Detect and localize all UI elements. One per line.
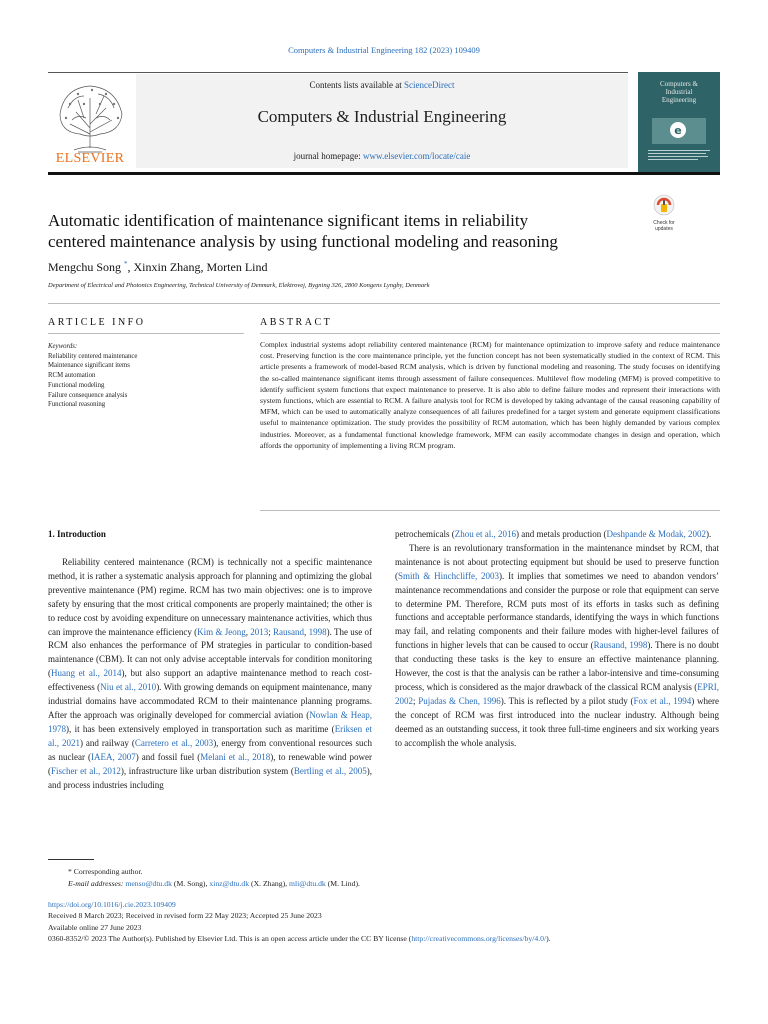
section-heading-introduction: 1. Introduction	[48, 529, 106, 539]
check-for-updates-badge[interactable]	[645, 194, 683, 230]
cover-title-line: Computers &	[660, 80, 698, 88]
article-info-heading: ARTICLE INFO	[48, 317, 146, 328]
header-top-rule	[48, 72, 628, 73]
citation-link[interactable]: Fox et al., 1994	[633, 695, 692, 706]
email-link[interactable]: xinz@dtu.dk	[209, 878, 250, 888]
citation-link[interactable]: IAEA, 2007	[91, 751, 136, 762]
license-suffix: ).	[546, 933, 551, 943]
keywords-block	[48, 342, 244, 410]
cover-title-line: Industrial	[665, 88, 693, 96]
email-link[interactable]: mli@dtu.dk	[289, 878, 326, 888]
received-dates: Received 8 March 2023; Received in revised form 22 May 2023; Accepted 25 June 2023	[48, 911, 322, 921]
check-updates-icon	[645, 194, 683, 216]
email-footnote	[48, 878, 720, 890]
corresponding-author-mark[interactable]: *	[124, 260, 128, 268]
email-owner: (M. Song),	[171, 878, 210, 888]
body-column-left	[48, 556, 372, 792]
keyword-item: Functional reasoning	[48, 401, 106, 409]
abstract-rule	[260, 333, 720, 334]
footnote-mark: *	[68, 867, 72, 876]
svg-text:e: e	[674, 124, 682, 137]
intro-paragraph-2: There is an revolutionary transformation in the maintenance mindset by RCM, that maintenance is not about protecting equipment but should be used to preserve function (Smith & Hinchcliffe, 2003). It implies that sometimes we need to abandon vendors’ maintenance recommendations and consider the purpose or role that equipment can serve to determine PM. Therefore, RCM puts most of its efforts in tasks such as defining functions and acceptable performance standards, identifying the ways in which functions may fail, and relating components and their failure modes with higher-level failures of functions in higher levels that can be caused to occur (Rausand, 1998). There is no doubt that conducting these tasks is the key to ensure an effective maintenance planning. However, the cost is that the analysis can be rather a labor-intensive and time-consuming process, which is considered as the major drawback of the classical RCM analysis (EPRI, 2002; Pujadas & Chen, 1996). This is reflected by a pilot study (Fox et al., 1994) where the concept of RCM was first introduced into the nuclear industry. Although being deemed as an outstanding success, it took three full-time engineers and six working years to accomplish the whole analysis.	[395, 542, 720, 748]
header-bottom-rule	[48, 172, 720, 175]
keyword-item: Failure consequence analysis	[48, 391, 128, 399]
journal-reference[interactable]: Computers & Industrial Engineering 182 (2023) 109409	[288, 45, 480, 55]
journal-homepage	[136, 151, 628, 161]
title-line: Automatic identification of maintenance significant items in reliability	[48, 211, 529, 230]
homepage-prefix: journal homepage:	[293, 151, 364, 161]
citation-link[interactable]: Zhou et al., 2016	[454, 529, 516, 539]
email-link[interactable]: menso@dtu.dk	[125, 878, 172, 888]
body-column-right	[395, 528, 719, 751]
cover-art	[638, 110, 720, 170]
intro-paragraph-1-continued: petrochemicals (Zhou et al., 2016) and metals production (Deshpande & Modak, 2002).	[395, 529, 712, 539]
title-line: centered maintenance analysis by using functional modeling and reasoning	[48, 232, 558, 251]
footnote-rule	[48, 859, 94, 860]
elsevier-wordmark: ELSEVIER	[55, 151, 125, 166]
article-title	[48, 210, 648, 252]
citation-link[interactable]: Huang et al., 2014	[51, 668, 122, 679]
citation-link[interactable]: Melani et al., 2018	[200, 751, 271, 762]
corresponding-footnote	[48, 866, 720, 878]
author-name[interactable]: Mengchu Song	[48, 260, 121, 274]
abstract-text: Complex industrial systems adopt reliability centered maintenance (RCM) for maintenance optimization to improve safety and reduce maintenance cost. Preserving function is the core maintenance principle, yet the function concept has not been systematically studied in the context of RCM. This article presents a framework of model-based RCM analysis, which is driven by functional modeling and reasoning. The study focuses on identifying the so-called maintenance significant items through assessment of failure consequences. Multilevel flow modeling (MFM) is proved competitive to identify sufficient system functions that expect maintenance to preserve. It is also able to define failure modes and represent their interactions with system functions, which are essential to RCM. A failure analysis tool for RCM is developed by taking advantage of the causal reasoning capability of MFM, which can be used to automatically analyze consequences of all failures predefined for a target system and generate equipment classifications useful to maintenance optimization. The study provides the possibility of RCM automation, which has been highly demanded by various complex industries. Moreover, as a fundamental functional knowledge framework, MFM can easily accommodate changes in design and operation, which affords the opportunity of implementing a living RCM program.	[260, 340, 720, 450]
keyword-item: RCM automation	[48, 372, 96, 380]
email-label: E-mail addresses:	[68, 878, 124, 888]
license-prefix: 0360-8352/© 2023 The Author(s). Published by Elsevier Ltd. This is an open access article under the CC BY license (	[48, 933, 412, 943]
journal-name: Computers & Industrial Engineering	[257, 107, 507, 126]
author-list	[48, 260, 268, 275]
author-name[interactable]: Morten Lind	[206, 260, 268, 274]
citation-link[interactable]: Eriksen et al., 2021	[48, 723, 372, 748]
abstract-heading: ABSTRACT	[260, 317, 333, 328]
citation-link[interactable]: Kim & Jeong	[197, 626, 246, 637]
keyword-item: Maintenance significant items	[48, 362, 130, 370]
homepage-link[interactable]: www.elsevier.com/locate/caie	[363, 151, 471, 161]
affiliation-rule	[48, 303, 720, 304]
contents-prefix: Contents lists available at	[309, 80, 404, 90]
citation-link[interactable]: 1998	[308, 626, 327, 637]
citation-link[interactable]: Deshpande & Modak, 2002	[606, 529, 706, 539]
check-updates-line: updates	[655, 225, 673, 232]
license-link[interactable]: http://creativecommons.org/licenses/by/4.0/	[411, 933, 547, 943]
citation-link[interactable]: Carretero et al., 2003	[134, 737, 214, 748]
sciencedirect-link[interactable]: ScienceDirect	[404, 80, 455, 90]
cover-title-line: Engineering	[661, 96, 697, 104]
author-name[interactable]: Xinxin Zhang	[133, 260, 201, 274]
citation-link[interactable]: Fischer et al., 2012	[51, 765, 121, 776]
journal-cover-title	[638, 80, 720, 104]
article-metadata	[48, 899, 738, 944]
check-updates-line: Check for	[653, 220, 675, 226]
article-info-rule	[48, 333, 244, 334]
citation-link[interactable]: Niu et al., 2010	[100, 682, 157, 693]
available-online: Available online 27 June 2023	[48, 922, 142, 932]
keywords-label: Keywords:	[48, 343, 78, 350]
footnotes	[48, 866, 720, 889]
license-line	[48, 933, 738, 944]
citation-link[interactable]: Pujadas & Chen, 1996	[418, 695, 501, 706]
citation-link[interactable]: Rausand, 1998	[593, 640, 648, 651]
citation-link[interactable]: Rausand	[273, 626, 305, 637]
doi-link[interactable]: https://doi.org/10.1016/j.cie.2023.109409	[48, 900, 176, 909]
author-separator: ,	[127, 260, 134, 274]
keyword-item: Functional modeling	[48, 381, 105, 389]
intro-paragraph-1: Reliability centered maintenance (RCM) is technically not a specific maintenance method, it is rather a systematic analysis approach for planning and optimizing the global preventive maintenance (PM) regime. RCM has two main objectives: one is to improve safety by ensuring that the most critical components are properly maintained; the other is to reduce cost by avoiding expenditure on unnecessary maintenance activities, which thus can improve the maintenance efficiency (Kim & Jeong, 2013; Rausand, 1998). The use of RCM also enhances the performance of PM strategies in particular to condition-based maintenance (CBM). It can not only advise acceptable intervals for condition monitoring (Huang et al., 2014), but also support an adaptive maintenance method to reach cost-effectiveness (Niu et al., 2010). With growing demands on equipment maintenance, many industrial domains have accommodated RCM to their maintenance planning programs. After the approach was originally developed for commercial aviation (Nowlan & Heap, 1978), it has been extensively employed in transportation such as maritime (Eriksen et al., 2021) and railway (Carretero et al., 2003), energy from conventional resources such as nuclear (IAEA, 2007) and fossil fuel (Melani et al., 2018), to renewable wind power (Fischer et al., 2012), infrastructure like urban distribution system (Bertling et al., 2005), and process industries including	[48, 557, 373, 790]
email-owner: (X. Zhang),	[249, 878, 290, 888]
contents-availability	[136, 80, 628, 90]
citation-link[interactable]: Smith & Hinchcliffe, 2003	[398, 570, 500, 581]
citation-link[interactable]: Nowlan & Heap, 1978	[48, 709, 373, 734]
affiliation: Department of Electrical and Photonics Engineering, Technical University of Denmark, Elektrovej, Bygning 326, 2800 Kongens Lyngby, Denmark	[48, 282, 430, 289]
citation-link[interactable]: 2013	[250, 626, 269, 637]
abstract-bottom-rule	[260, 510, 720, 511]
citation-link[interactable]: EPRI, 2002	[395, 681, 719, 706]
keyword-item: Reliability centered maintenance	[48, 352, 138, 360]
author-separator: ,	[200, 260, 207, 274]
email-owner: (M. Lind).	[325, 878, 360, 888]
citation-link[interactable]: Bertling et al., 2005	[293, 765, 367, 776]
corresponding-label: Corresponding author.	[73, 867, 143, 876]
